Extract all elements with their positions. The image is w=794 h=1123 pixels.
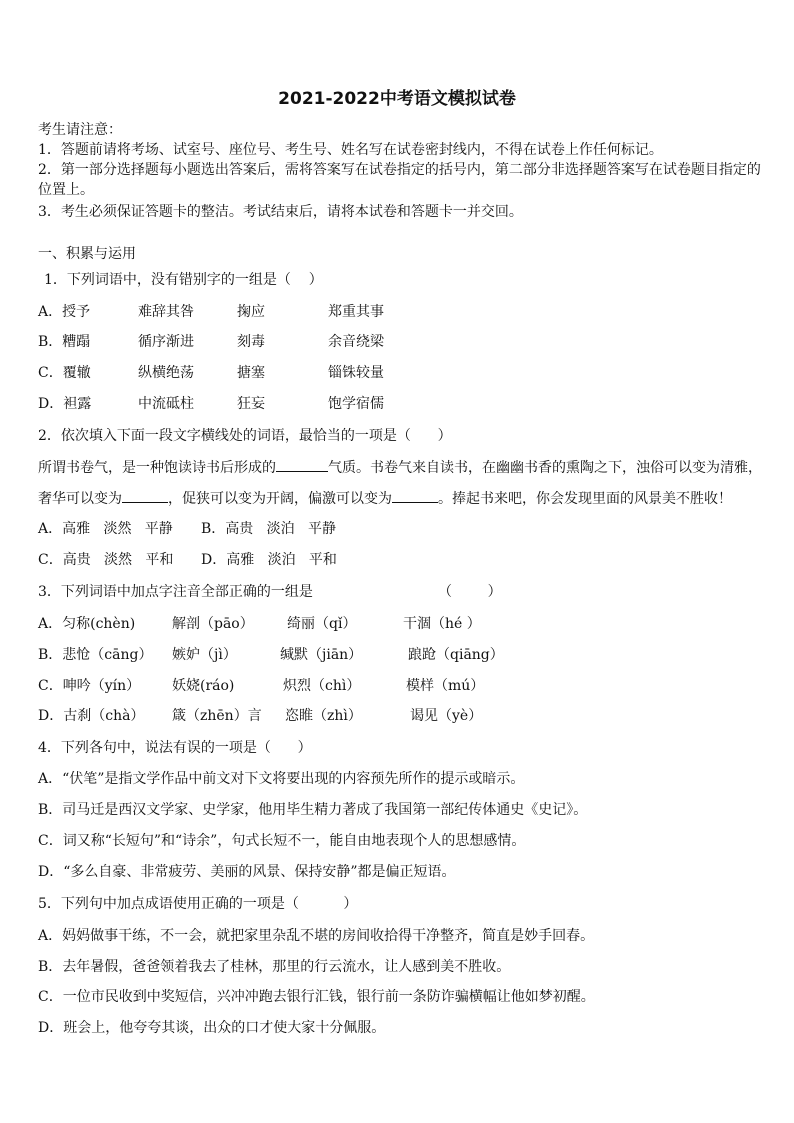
exam-title: 2021-2022中考语文模拟试卷 xyxy=(278,89,516,109)
question-1-stem: 1．下列词语中，没有错别字的一组是（ ） xyxy=(44,272,323,288)
notice-item: 1．答题前请将考场、试室号、座位号、考生号、姓名写在试卷密封线内，不得在试卷上作任何标记。 xyxy=(38,142,663,158)
option-label: C．呻吟（yín） xyxy=(38,678,141,694)
question-4-stem: 4．下列各句中，说法有误的一项是（ ） xyxy=(38,740,312,756)
option-label: C．覆辙 xyxy=(38,365,91,381)
option-label: B．悲怆（cāng） xyxy=(38,647,153,663)
notice-item: 位置上。 xyxy=(38,182,94,198)
question-2-option-d: D．高雅 淡泊 平和 xyxy=(201,552,337,568)
option-word: 模样（mú） xyxy=(406,678,485,694)
option-word: 嫉妒（jì） xyxy=(172,647,237,663)
question-2-passage-line-1 xyxy=(38,459,762,477)
option-word: 妖娆(ráo) xyxy=(172,678,235,694)
option-label: A．授予 xyxy=(38,304,91,320)
question-4-option-b: B．司马迁是西汉文学家、史学家，他用毕生精力著成了我国第一部纪传体通史《史记》。 xyxy=(38,802,588,818)
question-5-stem: 5．下列句中加点成语使用正确的一项是（ ） xyxy=(38,896,358,912)
answer-blank xyxy=(276,459,328,472)
option-word: 解剖（pāo） xyxy=(172,616,254,632)
option-word: 郑重其事 xyxy=(328,304,384,320)
question-5-option-a: A．妈妈做事干练，不一会，就把家里杂乱不堪的房间收拾得干净整齐，简直是妙手回春。 xyxy=(38,928,595,944)
option-word: 锱铢较量 xyxy=(328,365,384,381)
question-4-option-a: A．“伏笔”是指文学作品中前文对下文将要出现的内容预先所作的提示或暗示。 xyxy=(38,771,525,787)
option-label: B．糟蹋 xyxy=(38,334,91,350)
option-word: 箴（zhēn）言 xyxy=(172,708,262,724)
passage-text: ，促狭可以变为开阔，偏激可以变为 xyxy=(168,491,392,507)
section-heading: 一、积累与运用 xyxy=(38,246,136,262)
option-word: 余音绕梁 xyxy=(328,334,384,350)
passage-text: 所谓书卷气，是一种饱读诗书后形成的 xyxy=(38,460,276,476)
passage-text: 奢华可以变为 xyxy=(38,491,122,507)
option-label: A．匀称(chèn) xyxy=(38,616,136,632)
notice-item: 3．考生必须保证答题卡的整洁。考试结束后，请将本试卷和答题卡一并交回。 xyxy=(38,204,523,220)
question-4-option-d: D．“多么自豪、非常疲劳、美丽的风景、保持安静”都是偏正短语。 xyxy=(38,864,456,880)
option-word: 缄默（jiān） xyxy=(280,647,363,663)
question-3-stem: 3．下列词语中加点字注音全部正确的一组是 xyxy=(38,584,313,600)
answer-blank xyxy=(392,490,438,503)
option-word: 踉跄（qiāng） xyxy=(408,647,504,663)
question-2-option-b: B．高贵 淡泊 平静 xyxy=(201,521,336,537)
notice-item: 2．第一部分选择题每小题选出答案后，需将答案写在试卷指定的括号内，第二部分非选择题答案写在试卷题目指定的 xyxy=(38,162,761,178)
question-5-option-b: B．去年暑假，爸爸领着我去了桂林，那里的行云流水，让人感到美不胜收。 xyxy=(38,959,511,975)
answer-blank xyxy=(122,490,168,503)
question-2-option-c: C．高贵 淡然 平和 xyxy=(38,552,174,568)
option-label: D．古刹（chà） xyxy=(38,708,145,724)
option-word: 恣睢（zhì） xyxy=(285,708,362,724)
notice-heading: 考生请注意： xyxy=(38,122,122,138)
option-word: 饱学宿儒 xyxy=(328,396,384,412)
option-word: 干涸（hé ） xyxy=(403,616,481,632)
option-word: 狂妄 xyxy=(237,396,265,412)
option-word: 搪塞 xyxy=(237,365,265,381)
option-word: 掬应 xyxy=(237,304,265,320)
question-2-option-a: A．高雅 淡然 平静 xyxy=(38,521,173,537)
question-4-option-c: C．词又称“长短句”和“诗余”，句式长短不一，能自由地表现个人的思想感情。 xyxy=(38,833,526,849)
option-word: 中流砥柱 xyxy=(138,396,194,412)
option-word: 绮丽（qǐ） xyxy=(287,616,357,632)
option-word: 炽烈（chì） xyxy=(283,678,361,694)
option-word: 循序渐进 xyxy=(138,334,194,350)
option-label: D．袒露 xyxy=(38,396,92,412)
passage-text: 气质。书卷气来自读书，在幽幽书香的熏陶之下，浊俗可以变为清雅， xyxy=(328,460,762,476)
question-5-option-c: C．一位市民收到中奖短信，兴冲冲跑去银行汇钱，银行前一条防诈骗横幅让他如梦初醒。 xyxy=(38,989,595,1005)
option-word: 刻毒 xyxy=(237,334,265,350)
option-word: 纵横绝荡 xyxy=(138,365,194,381)
passage-text: 。捧起书来吧，你会发现里面的风景美不胜收！ xyxy=(438,491,732,507)
question-2-passage-line-2 xyxy=(38,490,732,508)
answer-paren: （ ） xyxy=(438,584,502,600)
question-2-stem: 2．依次填入下面一段文字横线处的词语，最恰当的一项是（ ） xyxy=(38,428,452,444)
option-word: 难辞其咎 xyxy=(138,304,194,320)
question-5-option-d: D．班会上，他夸夸其谈，出众的口才使大家十分佩服。 xyxy=(38,1020,386,1036)
option-word: 谒见（yè） xyxy=(410,708,483,724)
